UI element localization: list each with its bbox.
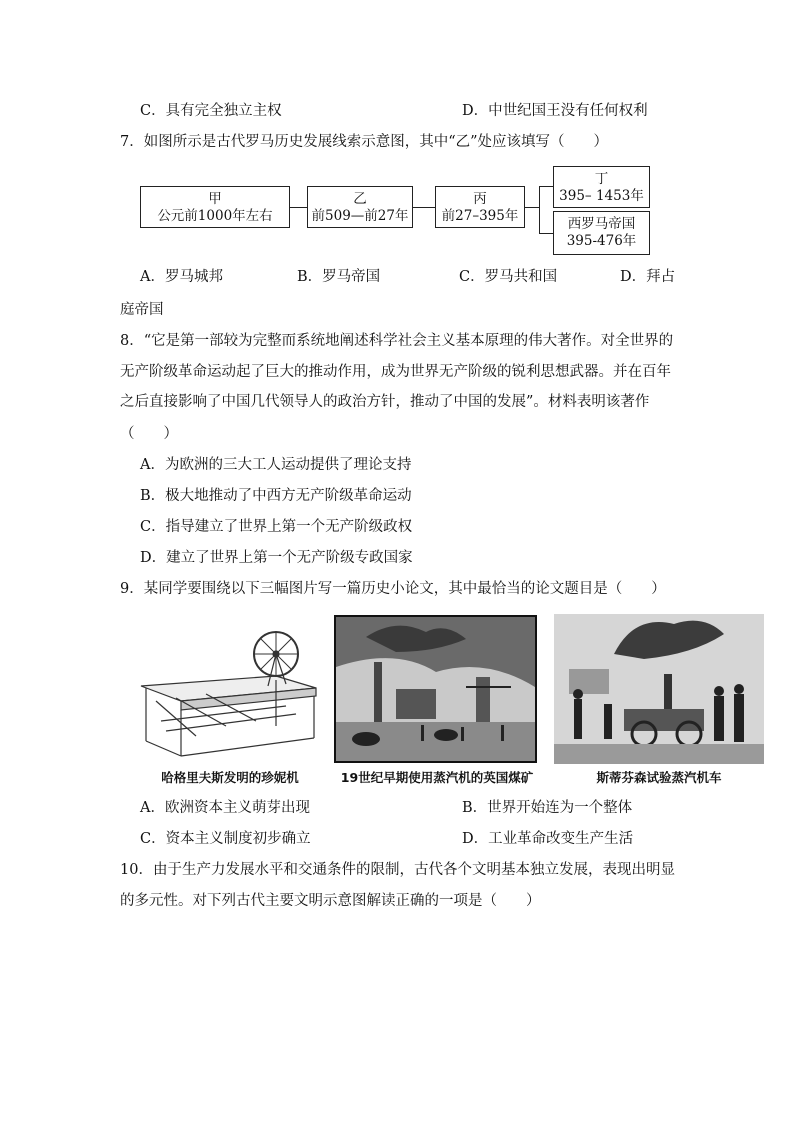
q9-option-b: B．世界开始连为一个整体 [462, 800, 633, 816]
q8-option-b: B．极大地推动了中西方无产阶级革命运动 [140, 488, 412, 504]
timeline-box-west-rome [553, 211, 650, 255]
q7-option-d-cont: 庭帝国 [120, 302, 164, 318]
box-date: 前27–395年 [441, 208, 519, 224]
q9-option-c: C．资本主义制度初步确立 [140, 831, 311, 847]
box-date: 公元前1000年左右 [157, 208, 273, 224]
locomotive-image [554, 614, 764, 764]
q10-stem-line2: 的多元性。对下列古代主要文明示意图解读正确的一项是（ ） [120, 893, 541, 909]
spinning-jenny-image [136, 626, 324, 761]
q6-option-c: C．具有完全独立主权 [140, 103, 282, 119]
q8-option-c: C．指导建立了世界上第一个无产阶级政权 [140, 519, 413, 535]
box-label: 丁 [594, 171, 609, 187]
timeline-box-jia [140, 186, 290, 228]
q9-option-d: D．工业革命改变生产生活 [462, 831, 634, 847]
box-date: 395-476年 [566, 233, 637, 249]
connector [539, 186, 540, 234]
box-label: 乙 [353, 191, 367, 207]
timeline-box-bing [435, 186, 525, 228]
q10-stem-line1: 10．由于生产力发展水平和交通条件的限制，古代各个文明基本独立发展，表现出明显 [120, 862, 675, 878]
q9-stem: 9．某同学要围绕以下三幅图片写一篇历史小论文，其中最恰当的论文题目是（ ） [120, 581, 666, 597]
q7-option-b: B．罗马帝国 [297, 269, 381, 285]
q9-option-a: A．欧洲资本主义萌芽出现 [140, 800, 310, 816]
box-label: 甲 [208, 191, 222, 207]
q8-stem-line2: 无产阶级革命运动起了巨大的推动作用，成为世界无产阶级的锐利思想武器。并在百年 [120, 364, 671, 380]
q8-option-d: D．建立了世界上第一个无产阶级专政国家 [140, 550, 413, 566]
q7-option-c: C．罗马共和国 [459, 269, 558, 285]
q7-stem: 7．如图所示是古代罗马历史发展线索示意图，其中“乙”处应该填写（ ） [120, 134, 609, 150]
q8-stem-line3: 之后直接影响了中国几代领导人的政治方针，推动了中国的发展”。材料表明该著作 [120, 394, 650, 410]
caption-locomotive: 斯蒂芬森试验蒸汽机车 [596, 770, 722, 785]
connector [413, 207, 435, 208]
q7-option-d: D．拜占 [620, 269, 676, 285]
timeline-box-ding [553, 166, 650, 208]
q8-stem-line1: 8．“它是第一部较为完整而系统地阐述科学社会主义基本原理的伟大著作。对全世界的 [120, 333, 674, 349]
q8-stem-line4: （ ） [120, 426, 178, 442]
q6-option-d: D．中世纪国王没有任何权利 [462, 103, 648, 119]
connector [539, 186, 553, 187]
caption-spinning-jenny: 哈格里夫斯发明的珍妮机 [161, 770, 299, 785]
caption-coal-mine: 19世纪早期使用蒸汽机的英国煤矿 [340, 770, 534, 785]
connector [290, 207, 307, 208]
coal-mine-image [334, 615, 537, 763]
q7-option-a: A．罗马城邦 [140, 269, 223, 285]
box-label: 丙 [473, 191, 487, 207]
box-date: 395– 1453年 [559, 188, 644, 204]
timeline-box-yi [307, 186, 413, 228]
connector [525, 207, 539, 208]
q8-option-a: A．为欧洲的三大工人运动提供了理论支持 [140, 457, 412, 473]
box-date: 前509—前27年 [311, 208, 409, 224]
connector [539, 233, 553, 234]
box-label: 西罗马帝国 [567, 216, 636, 232]
